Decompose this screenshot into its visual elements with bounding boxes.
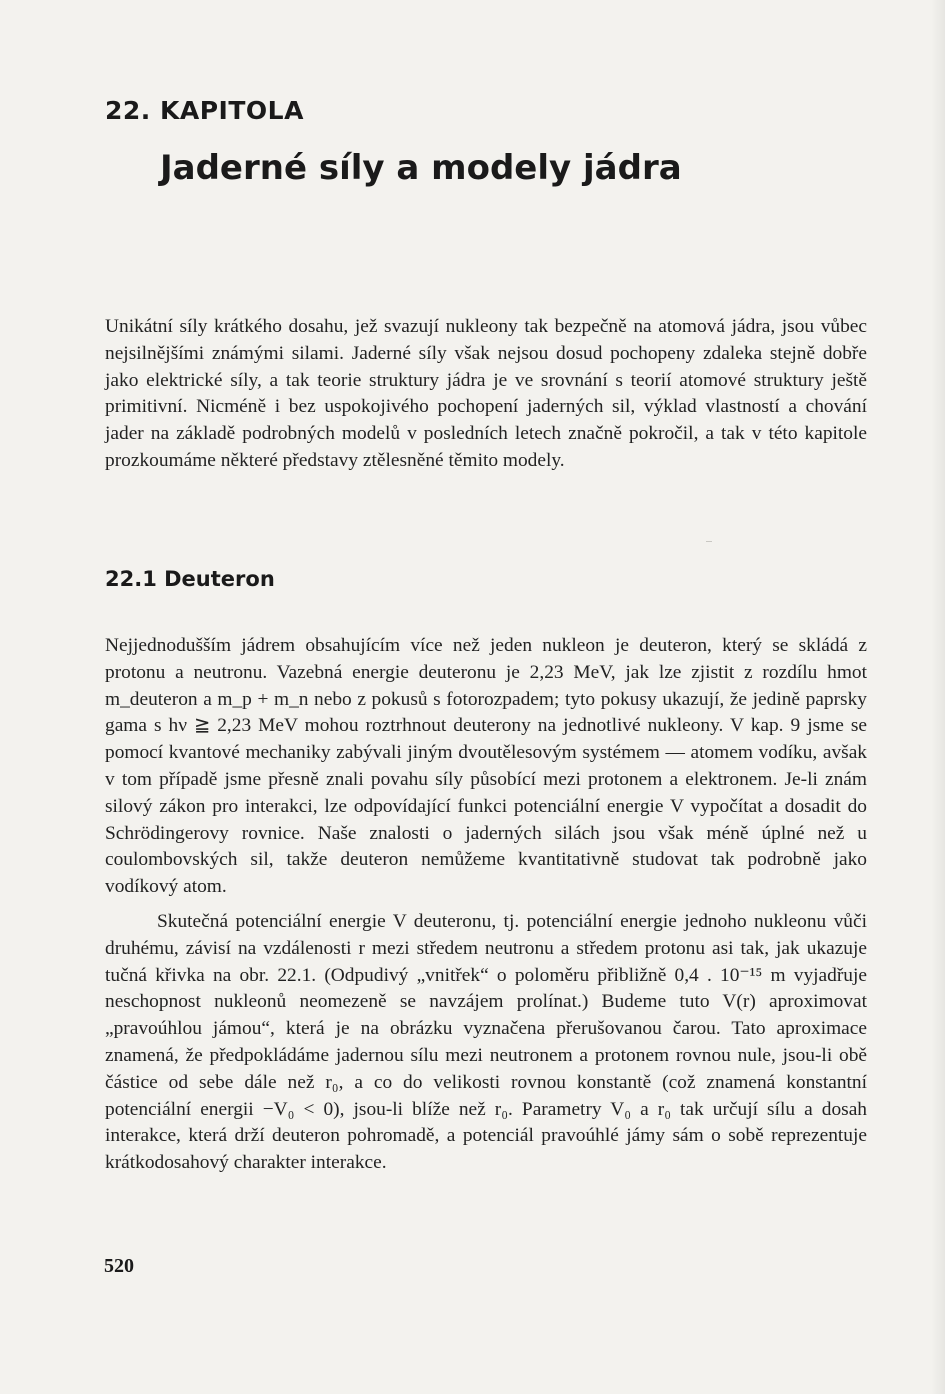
chapter-label: 22. KAPITOLA [105, 96, 304, 125]
section-paragraph-1: Nejjednodušším jádrem obsahujícím více než jeden nukleon je deuteron, který se skládá z protonu a neutronu. Vazebná energie deuteronu je 2,23 MeV, jak lze zjistit z rozdílu hmot m_deuteron a m_p + m_n nebo z pokusů s fotorozpadem; tyto pokusy ukazují, že jedině paprsky gama s hν ≧ 2,23 MeV mohou roztrhnout deuterony na jednotlivé nukleony. V kap. 9 jsme se pomocí kvantové mechaniky zabývali jiným dvoutělesovým systémem — atomem vodíku, avšak v tom případě jsme přesně znali povahu síly působící mezi protonem a elektronem. Je-li znám silový zákon pro interakci, lze odpovídající funkci potenciální energie V vypočítat a dosadit do Schrödingerovy rovnice. Naše znalosti o jaderných silách jsou však méně úplné než u coulombovských sil, takže deuteron nemůžeme kvantitativně studovat tak podrobně jako vodíkový atom. [105, 635, 867, 898]
page-number: 520 [104, 1255, 134, 1277]
chapter-title: Jaderné síly a modely jádra [160, 148, 682, 188]
intro-text [105, 314, 867, 475]
intro-paragraph: Unikátní síly krátkého dosahu, jež svazují nukleony tak bezpečně na atomová jádra, jsou vůbec nejsilnějšími známými silami. Jaderné síly však nejsou dosud pochopeny zdaleka stejně dobře jako elektrické síly, a tak teorie struktury jádra je ve srovnání s teorií atomové struktury ještě primitivní. Nicméně i bez uspokojivého pochopení jaderných sil, výklad vlastností a chování jader na základě podrobných modelů v posledních letech značně pokročil, a tak v této kapitole prozkoumáme některé představy ztělesněné těmito modely. [105, 316, 867, 471]
section-heading: 22.1 Deuteron [105, 567, 275, 591]
section-paragraph-2: Skutečná potenciální energie V deuteronu, tj. potenciální energie jednoho nukleonu vůči druhému, závisí na vzdálenosti r mezi středem neutronu a středem protonu asi tak, jak ukazuje tučná křivka na obr. 22.1. (Odpudivý „vnitřek“ o poloměru přibližně 0,4 . 10⁻¹⁵ m vyjadřuje neschopnost nukleonů neomezeně se navzájem prolínat.) Budeme tuto V(r) aproximovat „pravoúhlou jámou“, která je na obrázku vyznačena přerušovanou čarou. Tato aproximace znamená, že předpokládáme jadernou sílu mezi neutronem a protonem rovnou nule, jsou-li obě částice od sebe dále než r₀, a co do velikosti rovnou konstantě (což znamená konstantní potenciální energii −V₀ < 0), jsou-li blíže než r₀. Parametry V₀ a r₀ tak určují sílu a dosah interakce, která drží deuteron pohromadě, a potenciál pravoúhlé jámy sám o sobě reprezentuje krátkodosahový charakter interakce. [105, 910, 867, 1174]
paper-speck [706, 541, 712, 542]
section-body [105, 633, 867, 1177]
page-edge-shadow [931, 0, 945, 1394]
